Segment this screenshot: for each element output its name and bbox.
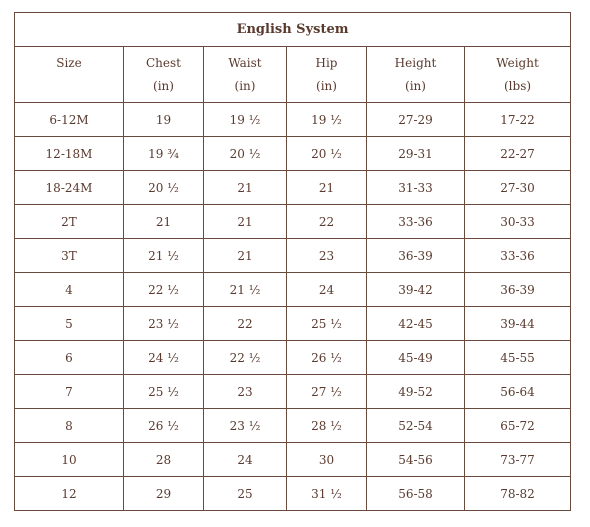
table-cell-height: 29-31 (367, 137, 465, 171)
column-header-unit: (in) (153, 78, 174, 93)
table-cell-hip: 31 ½ (287, 477, 367, 511)
table-row (15, 171, 571, 205)
column-header-label: Hip (315, 55, 338, 70)
column-header-size (15, 47, 124, 103)
table-cell-hip: 24 (287, 273, 367, 307)
table-row (15, 137, 571, 171)
column-header-waist (204, 47, 287, 103)
table-cell-hip: 20 ½ (287, 137, 367, 171)
table-cell-hip: 19 ½ (287, 103, 367, 137)
table-cell-height: 36-39 (367, 239, 465, 273)
column-header-unit: (in) (405, 78, 426, 93)
column-header-hip (287, 47, 367, 103)
table-cell-hip: 23 (287, 239, 367, 273)
table-cell-height: 56-58 (367, 477, 465, 511)
table-cell-height: 54-56 (367, 443, 465, 477)
table-cell-hip: 28 ½ (287, 409, 367, 443)
column-header-label: Weight (496, 55, 539, 70)
column-header-unit: (in) (316, 78, 337, 93)
table-cell-weight: 45-55 (465, 341, 571, 375)
table-cell-size: 12 (15, 477, 124, 511)
column-header-weight (465, 47, 571, 103)
table-cell-waist: 22 ½ (204, 341, 287, 375)
table-cell-chest: 29 (124, 477, 204, 511)
table-cell-chest: 19 (124, 103, 204, 137)
table-cell-size: 4 (15, 273, 124, 307)
table-cell-hip: 25 ½ (287, 307, 367, 341)
table-cell-size: 3T (15, 239, 124, 273)
table-row (15, 477, 571, 511)
table-cell-size: 10 (15, 443, 124, 477)
table-cell-weight: 22-27 (465, 137, 571, 171)
table-cell-waist: 21 (204, 171, 287, 205)
table-cell-hip: 26 ½ (287, 341, 367, 375)
table-cell-hip: 30 (287, 443, 367, 477)
table-cell-size: 5 (15, 307, 124, 341)
table-cell-height: 45-49 (367, 341, 465, 375)
table-cell-height: 31-33 (367, 171, 465, 205)
table-row (15, 341, 571, 375)
table-cell-waist: 21 (204, 239, 287, 273)
table-cell-waist: 19 ½ (204, 103, 287, 137)
table-row (15, 375, 571, 409)
header-row (15, 47, 571, 103)
column-header-unit (15, 75, 123, 98)
table-title: English System (15, 13, 571, 47)
table-cell-hip: 22 (287, 205, 367, 239)
table-cell-weight: 73-77 (465, 443, 571, 477)
column-header-unit: (lbs) (504, 78, 532, 93)
table-cell-chest: 24 ½ (124, 341, 204, 375)
table-cell-waist: 23 (204, 375, 287, 409)
table-cell-size: 7 (15, 375, 124, 409)
table-cell-chest: 20 ½ (124, 171, 204, 205)
table-cell-hip: 27 ½ (287, 375, 367, 409)
table-cell-weight: 65-72 (465, 409, 571, 443)
table-cell-chest: 25 ½ (124, 375, 204, 409)
table-cell-waist: 21 (204, 205, 287, 239)
table-row (15, 239, 571, 273)
column-header-unit: (in) (234, 78, 256, 93)
table-cell-waist: 24 (204, 443, 287, 477)
table-cell-weight: 17-22 (465, 103, 571, 137)
table-cell-waist: 21 ½ (204, 273, 287, 307)
table-cell-chest: 26 ½ (124, 409, 204, 443)
column-header-chest (124, 47, 204, 103)
table-cell-size: 6-12M (15, 103, 124, 137)
table-cell-height: 33-36 (367, 205, 465, 239)
column-header-label: Size (56, 55, 82, 70)
table-cell-height: 52-54 (367, 409, 465, 443)
table-row (15, 205, 571, 239)
table-cell-height: 49-52 (367, 375, 465, 409)
table-cell-weight: 27-30 (465, 171, 571, 205)
table-cell-weight: 39-44 (465, 307, 571, 341)
table-cell-size: 8 (15, 409, 124, 443)
table-cell-chest: 21 (124, 205, 204, 239)
table-cell-height: 39-42 (367, 273, 465, 307)
table-cell-height: 42-45 (367, 307, 465, 341)
table-cell-weight: 36-39 (465, 273, 571, 307)
table-cell-chest: 23 ½ (124, 307, 204, 341)
table-row (15, 443, 571, 477)
table-body (15, 103, 571, 511)
table-row (15, 409, 571, 443)
column-header-label: Waist (228, 55, 262, 70)
table-cell-weight: 30-33 (465, 205, 571, 239)
table-cell-size: 18-24M (15, 171, 124, 205)
table-row (15, 307, 571, 341)
table-cell-weight: 78-82 (465, 477, 571, 511)
column-header-label: Chest (146, 55, 181, 70)
table-cell-chest: 21 ½ (124, 239, 204, 273)
table-cell-weight: 33-36 (465, 239, 571, 273)
size-chart-table (14, 12, 571, 511)
table-cell-waist: 23 ½ (204, 409, 287, 443)
table-row (15, 103, 571, 137)
table-cell-waist: 22 (204, 307, 287, 341)
table-cell-height: 27-29 (367, 103, 465, 137)
table-cell-chest: 22 ½ (124, 273, 204, 307)
table-cell-chest: 19 ¾ (124, 137, 204, 171)
table-cell-size: 6 (15, 341, 124, 375)
column-header-height (367, 47, 465, 103)
table-cell-size: 12-18M (15, 137, 124, 171)
table-cell-waist: 25 (204, 477, 287, 511)
table-cell-hip: 21 (287, 171, 367, 205)
table-row (15, 273, 571, 307)
table-cell-size: 2T (15, 205, 124, 239)
table-cell-waist: 20 ½ (204, 137, 287, 171)
table-cell-weight: 56-64 (465, 375, 571, 409)
column-header-label: Height (394, 55, 437, 70)
table-cell-chest: 28 (124, 443, 204, 477)
